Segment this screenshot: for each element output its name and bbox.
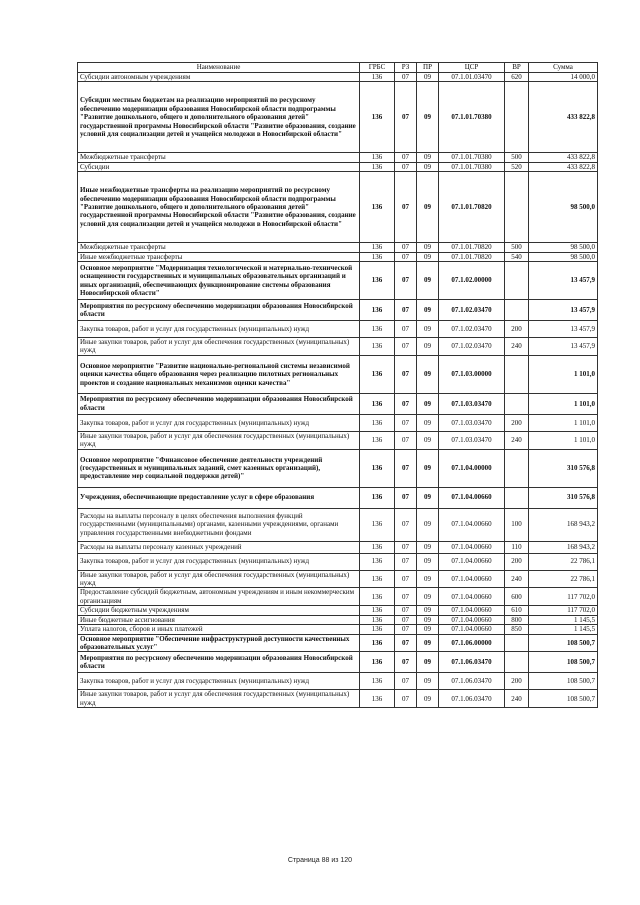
cell-vr: 200 — [505, 414, 529, 431]
cell-vr: 520 — [505, 162, 529, 171]
cell-name: Закупка товаров, работ и услуг для государственных (муниципальных) нужд — [78, 414, 360, 431]
table-row — [78, 414, 598, 431]
cell-grbs: 136 — [360, 153, 395, 162]
page-number: Страница 88 из 120 — [287, 857, 353, 864]
cell-name: Закупка товаров, работ и услуг для государственных (муниципальных) нужд — [78, 553, 360, 570]
cell-csr: 07.1.04.00660 — [439, 487, 505, 508]
cell-sum: 13 457,9 — [529, 321, 598, 338]
cell-name: Иные закупки товаров, работ и услуг для обеспечения государственных (муниципальных) нужд — [78, 338, 360, 356]
cell-grbs: 136 — [360, 431, 395, 449]
cell-vr: 620 — [505, 73, 529, 82]
cell-sum: 1 101,0 — [529, 431, 598, 449]
cell-pr: 09 — [417, 153, 439, 162]
cell-sum: 168 943,2 — [529, 541, 598, 553]
cell-rz: 07 — [395, 300, 417, 321]
cell-csr: 07.1.01.03470 — [439, 73, 505, 82]
cell-sum: 117 702,0 — [529, 606, 598, 615]
table-row — [78, 300, 598, 321]
cell-name: Иные бюджетные ассигнования — [78, 615, 360, 624]
cell-sum: 117 702,0 — [529, 588, 598, 606]
cell-rz: 07 — [395, 262, 417, 300]
cell-vr: 200 — [505, 321, 529, 338]
cell-pr: 09 — [417, 172, 439, 243]
cell-csr: 07.1.04.00660 — [439, 625, 505, 634]
column-header-grbs: ГРБС — [360, 63, 395, 73]
cell-name: Межбюджетные трансферты — [78, 243, 360, 252]
table-row — [78, 162, 598, 171]
cell-sum: 14 000,0 — [529, 73, 598, 82]
column-header-csr: ЦСР — [439, 63, 505, 73]
cell-vr — [505, 652, 529, 673]
cell-sum: 108 500,7 — [529, 634, 598, 652]
cell-name: Субсидии местным бюджетам на реализацию мероприятий по ресурсному обеспечению модернизации образования Новосибирской области подпрограммы "Развитие дошкольного, общего и дополнительного образования детей" государственной программы Новосибирской области "Развитие образования, создание условий для социализации детей и учащейся молодежи в Новосибирской области" — [78, 82, 360, 153]
cell-vr: 850 — [505, 625, 529, 634]
cell-sum: 98 500,0 — [529, 243, 598, 252]
cell-vr: 110 — [505, 541, 529, 553]
cell-vr: 200 — [505, 553, 529, 570]
column-header-vr: ВР — [505, 63, 529, 73]
cell-csr: 07.1.01.70380 — [439, 162, 505, 171]
cell-grbs: 136 — [360, 508, 395, 541]
cell-pr: 09 — [417, 252, 439, 261]
table-row — [78, 570, 598, 588]
table-row — [78, 615, 598, 624]
cell-csr: 07.1.04.00660 — [439, 606, 505, 615]
cell-vr: 100 — [505, 508, 529, 541]
cell-name: Мероприятия по ресурсному обеспечению модернизации образования Новосибирской области — [78, 300, 360, 321]
cell-name: Межбюджетные трансферты — [78, 153, 360, 162]
cell-pr: 09 — [417, 262, 439, 300]
cell-rz: 07 — [395, 414, 417, 431]
cell-name: Субсидии автономным учреждениям — [78, 73, 360, 82]
cell-sum: 1 145,5 — [529, 625, 598, 634]
cell-name: Иные закупки товаров, работ и услуг для обеспечения государственных (муниципальных) нужд — [78, 570, 360, 588]
cell-grbs: 136 — [360, 634, 395, 652]
table-row — [78, 487, 598, 508]
column-header-sum: Сумма — [529, 63, 598, 73]
cell-csr: 07.1.04.00660 — [439, 541, 505, 553]
cell-grbs: 136 — [360, 73, 395, 82]
table-row — [78, 553, 598, 570]
table-row — [78, 690, 598, 708]
cell-csr: 07.1.06.03470 — [439, 673, 505, 690]
cell-pr: 09 — [417, 393, 439, 414]
cell-grbs: 136 — [360, 625, 395, 634]
cell-name: Закупка товаров, работ и услуг для государственных (муниципальных) нужд — [78, 673, 360, 690]
column-header-name: Наименование — [78, 63, 360, 73]
cell-vr — [505, 172, 529, 243]
table-row — [78, 172, 598, 243]
cell-sum: 108 500,7 — [529, 652, 598, 673]
cell-vr — [505, 634, 529, 652]
cell-vr — [505, 300, 529, 321]
cell-csr: 07.1.04.00000 — [439, 449, 505, 487]
cell-rz: 07 — [395, 508, 417, 541]
cell-csr: 07.1.03.03470 — [439, 393, 505, 414]
cell-rz: 07 — [395, 541, 417, 553]
cell-rz: 07 — [395, 82, 417, 153]
column-header-pr: ПР — [417, 63, 439, 73]
cell-sum: 98 500,0 — [529, 252, 598, 261]
cell-name: Мероприятия по ресурсному обеспечению модернизации образования Новосибирской области — [78, 652, 360, 673]
cell-vr — [505, 82, 529, 153]
cell-csr: 07.1.06.00000 — [439, 634, 505, 652]
cell-sum: 433 822,8 — [529, 162, 598, 171]
cell-csr: 07.1.02.00000 — [439, 262, 505, 300]
cell-pr: 09 — [417, 570, 439, 588]
cell-csr: 07.1.04.00660 — [439, 570, 505, 588]
table-row — [78, 606, 598, 615]
cell-name: Основное мероприятие "Обеспечение инфраструктурной доступности качественных образовательных услуг" — [78, 634, 360, 652]
cell-csr: 07.1.01.70820 — [439, 172, 505, 243]
cell-vr: 200 — [505, 673, 529, 690]
cell-grbs: 136 — [360, 252, 395, 261]
cell-name: Иные межбюджетные трансферты на реализацию мероприятий по ресурсному обеспечению модернизации образования Новосибирской области подпрограммы "Развитие дошкольного, общего и дополнительного образования детей" государственной программы Новосибирской области "Развитие образования, создание условий для социализации детей и учащейся молодежи в Новосибирской области" — [78, 172, 360, 243]
cell-csr: 07.1.01.70380 — [439, 153, 505, 162]
cell-rz: 07 — [395, 172, 417, 243]
cell-rz: 07 — [395, 73, 417, 82]
table-row — [78, 73, 598, 82]
table-row — [78, 634, 598, 652]
cell-pr: 09 — [417, 321, 439, 338]
cell-grbs: 136 — [360, 673, 395, 690]
table-row — [78, 243, 598, 252]
cell-rz: 07 — [395, 588, 417, 606]
cell-vr: 240 — [505, 690, 529, 708]
cell-csr: 07.1.01.70820 — [439, 252, 505, 261]
cell-vr: 540 — [505, 252, 529, 261]
cell-grbs: 136 — [360, 172, 395, 243]
cell-vr — [505, 393, 529, 414]
cell-rz: 07 — [395, 673, 417, 690]
cell-pr: 09 — [417, 690, 439, 708]
cell-grbs: 136 — [360, 162, 395, 171]
cell-pr: 09 — [417, 606, 439, 615]
cell-rz: 07 — [395, 355, 417, 393]
cell-grbs: 136 — [360, 606, 395, 615]
cell-rz: 07 — [395, 252, 417, 261]
cell-vr — [505, 262, 529, 300]
cell-pr: 09 — [417, 449, 439, 487]
cell-pr: 09 — [417, 508, 439, 541]
cell-sum: 22 786,1 — [529, 570, 598, 588]
cell-csr: 07.1.03.03470 — [439, 414, 505, 431]
cell-rz: 07 — [395, 321, 417, 338]
column-header-rz: РЗ — [395, 63, 417, 73]
cell-sum: 13 457,9 — [529, 262, 598, 300]
cell-vr: 500 — [505, 243, 529, 252]
cell-name: Субсидии — [78, 162, 360, 171]
cell-sum: 13 457,9 — [529, 338, 598, 356]
cell-csr: 07.1.03.03470 — [439, 431, 505, 449]
cell-name: Иные межбюджетные трансферты — [78, 252, 360, 261]
cell-vr — [505, 355, 529, 393]
cell-vr: 500 — [505, 153, 529, 162]
cell-vr: 610 — [505, 606, 529, 615]
cell-rz: 07 — [395, 243, 417, 252]
table-row — [78, 652, 598, 673]
cell-grbs: 136 — [360, 300, 395, 321]
cell-grbs: 136 — [360, 414, 395, 431]
cell-grbs: 136 — [360, 690, 395, 708]
cell-grbs: 136 — [360, 449, 395, 487]
cell-rz: 07 — [395, 162, 417, 171]
cell-sum: 433 822,8 — [529, 82, 598, 153]
cell-rz: 07 — [395, 570, 417, 588]
cell-name: Основное мероприятие "Финансовое обеспечение деятельности учреждений (государственных и муниципальных заданий, смет казенных организаций), предоставление мер социальной поддержки детей)" — [78, 449, 360, 487]
cell-sum: 1 145,5 — [529, 615, 598, 624]
cell-pr: 09 — [417, 431, 439, 449]
cell-vr: 240 — [505, 338, 529, 356]
cell-sum: 168 943,2 — [529, 508, 598, 541]
cell-rz: 07 — [395, 625, 417, 634]
table-row — [78, 431, 598, 449]
cell-vr: 240 — [505, 570, 529, 588]
table-row — [78, 508, 598, 541]
cell-rz: 07 — [395, 634, 417, 652]
cell-name: Предоставление субсидий бюджетным, автономным учреждениям и иным некоммерческим организациям — [78, 588, 360, 606]
cell-csr: 07.1.06.03470 — [439, 652, 505, 673]
cell-vr: 800 — [505, 615, 529, 624]
cell-vr: 600 — [505, 588, 529, 606]
cell-sum: 13 457,9 — [529, 300, 598, 321]
cell-csr: 07.1.01.70820 — [439, 243, 505, 252]
cell-name: Субсидии бюджетным учреждениям — [78, 606, 360, 615]
cell-pr: 09 — [417, 487, 439, 508]
cell-rz: 07 — [395, 431, 417, 449]
cell-pr: 09 — [417, 652, 439, 673]
cell-csr: 07.1.04.00660 — [439, 508, 505, 541]
cell-rz: 07 — [395, 606, 417, 615]
cell-grbs: 136 — [360, 262, 395, 300]
cell-name: Учреждения, обеспечивающие предоставление услуг в сфере образования — [78, 487, 360, 508]
cell-pr: 09 — [417, 414, 439, 431]
cell-csr: 07.1.03.00000 — [439, 355, 505, 393]
table-row — [78, 338, 598, 356]
cell-pr: 09 — [417, 625, 439, 634]
cell-grbs: 136 — [360, 541, 395, 553]
cell-pr: 09 — [417, 355, 439, 393]
cell-grbs: 136 — [360, 588, 395, 606]
cell-pr: 09 — [417, 243, 439, 252]
cell-grbs: 136 — [360, 338, 395, 356]
cell-rz: 07 — [395, 338, 417, 356]
cell-grbs: 136 — [360, 243, 395, 252]
cell-grbs: 136 — [360, 615, 395, 624]
table-row — [78, 252, 598, 261]
cell-pr: 09 — [417, 615, 439, 624]
cell-rz: 07 — [395, 553, 417, 570]
cell-sum: 22 786,1 — [529, 553, 598, 570]
cell-vr — [505, 449, 529, 487]
table-body — [78, 73, 598, 708]
cell-grbs: 136 — [360, 570, 395, 588]
cell-sum: 98 500,0 — [529, 172, 598, 243]
cell-rz: 07 — [395, 690, 417, 708]
cell-pr: 09 — [417, 162, 439, 171]
table-row — [78, 355, 598, 393]
cell-name: Уплата налогов, сборов и иных платежей — [78, 625, 360, 634]
cell-name: Иные закупки товаров, работ и услуг для обеспечения государственных (муниципальных) нужд — [78, 690, 360, 708]
cell-sum: 433 822,8 — [529, 153, 598, 162]
cell-sum: 1 101,0 — [529, 355, 598, 393]
cell-pr: 09 — [417, 634, 439, 652]
cell-csr: 07.1.01.70380 — [439, 82, 505, 153]
table-header-row — [78, 63, 598, 73]
cell-grbs: 136 — [360, 393, 395, 414]
table-row — [78, 625, 598, 634]
cell-name: Иные закупки товаров, работ и услуг для обеспечения государственных (муниципальных) нужд — [78, 431, 360, 449]
cell-grbs: 136 — [360, 487, 395, 508]
table-row — [78, 82, 598, 153]
cell-vr: 240 — [505, 431, 529, 449]
cell-csr: 07.1.02.03470 — [439, 300, 505, 321]
table-row — [78, 673, 598, 690]
table-row — [78, 588, 598, 606]
cell-pr: 09 — [417, 73, 439, 82]
cell-pr: 09 — [417, 588, 439, 606]
cell-grbs: 136 — [360, 652, 395, 673]
cell-csr: 07.1.04.00660 — [439, 615, 505, 624]
cell-sum: 1 101,0 — [529, 414, 598, 431]
cell-rz: 07 — [395, 487, 417, 508]
cell-csr: 07.1.04.00660 — [439, 588, 505, 606]
cell-rz: 07 — [395, 449, 417, 487]
cell-sum: 310 576,8 — [529, 449, 598, 487]
cell-csr: 07.1.02.03470 — [439, 321, 505, 338]
cell-csr: 07.1.06.03470 — [439, 690, 505, 708]
cell-csr: 07.1.02.03470 — [439, 338, 505, 356]
table-row — [78, 153, 598, 162]
cell-pr: 09 — [417, 82, 439, 153]
cell-grbs: 136 — [360, 82, 395, 153]
cell-name: Закупка товаров, работ и услуг для государственных (муниципальных) нужд — [78, 321, 360, 338]
cell-pr: 09 — [417, 553, 439, 570]
table-row — [78, 541, 598, 553]
table-row — [78, 449, 598, 487]
cell-sum: 108 500,7 — [529, 673, 598, 690]
budget-table — [77, 62, 598, 708]
cell-csr: 07.1.04.00660 — [439, 553, 505, 570]
cell-pr: 09 — [417, 300, 439, 321]
cell-rz: 07 — [395, 393, 417, 414]
cell-vr — [505, 487, 529, 508]
cell-pr: 09 — [417, 541, 439, 553]
cell-grbs: 136 — [360, 553, 395, 570]
cell-name: Расходы на выплаты персоналу в целях обеспечения выполнения функций государственными (муниципальными) органами, казенными учреждениями, органами управления государственными внебюджетными фондами — [78, 508, 360, 541]
cell-rz: 07 — [395, 153, 417, 162]
cell-sum: 310 576,8 — [529, 487, 598, 508]
cell-name: Расходы на выплаты персоналу казенных учреждений — [78, 541, 360, 553]
cell-rz: 07 — [395, 615, 417, 624]
cell-pr: 09 — [417, 338, 439, 356]
table-row — [78, 321, 598, 338]
cell-sum: 1 101,0 — [529, 393, 598, 414]
budget-document-page — [77, 62, 597, 708]
table-row — [78, 262, 598, 300]
cell-name: Мероприятия по ресурсному обеспечению модернизации образования Новосибирской области — [78, 393, 360, 414]
cell-grbs: 136 — [360, 355, 395, 393]
cell-name: Основное мероприятие "Модернизация технологической и материально-технической оснащенности государственных и муниципальных образовательных организаций и иных организаций, обеспечивающих функционирование системы образования Новосибирской области" — [78, 262, 360, 300]
cell-sum: 108 500,7 — [529, 690, 598, 708]
cell-name: Основное мероприятие "Развитие национально-региональной системы независимой оценки качества общего образования через реализацию пилотных региональных проектов и создание национальных механизмов оценки качества" — [78, 355, 360, 393]
cell-pr: 09 — [417, 673, 439, 690]
cell-grbs: 136 — [360, 321, 395, 338]
table-row — [78, 393, 598, 414]
cell-rz: 07 — [395, 652, 417, 673]
